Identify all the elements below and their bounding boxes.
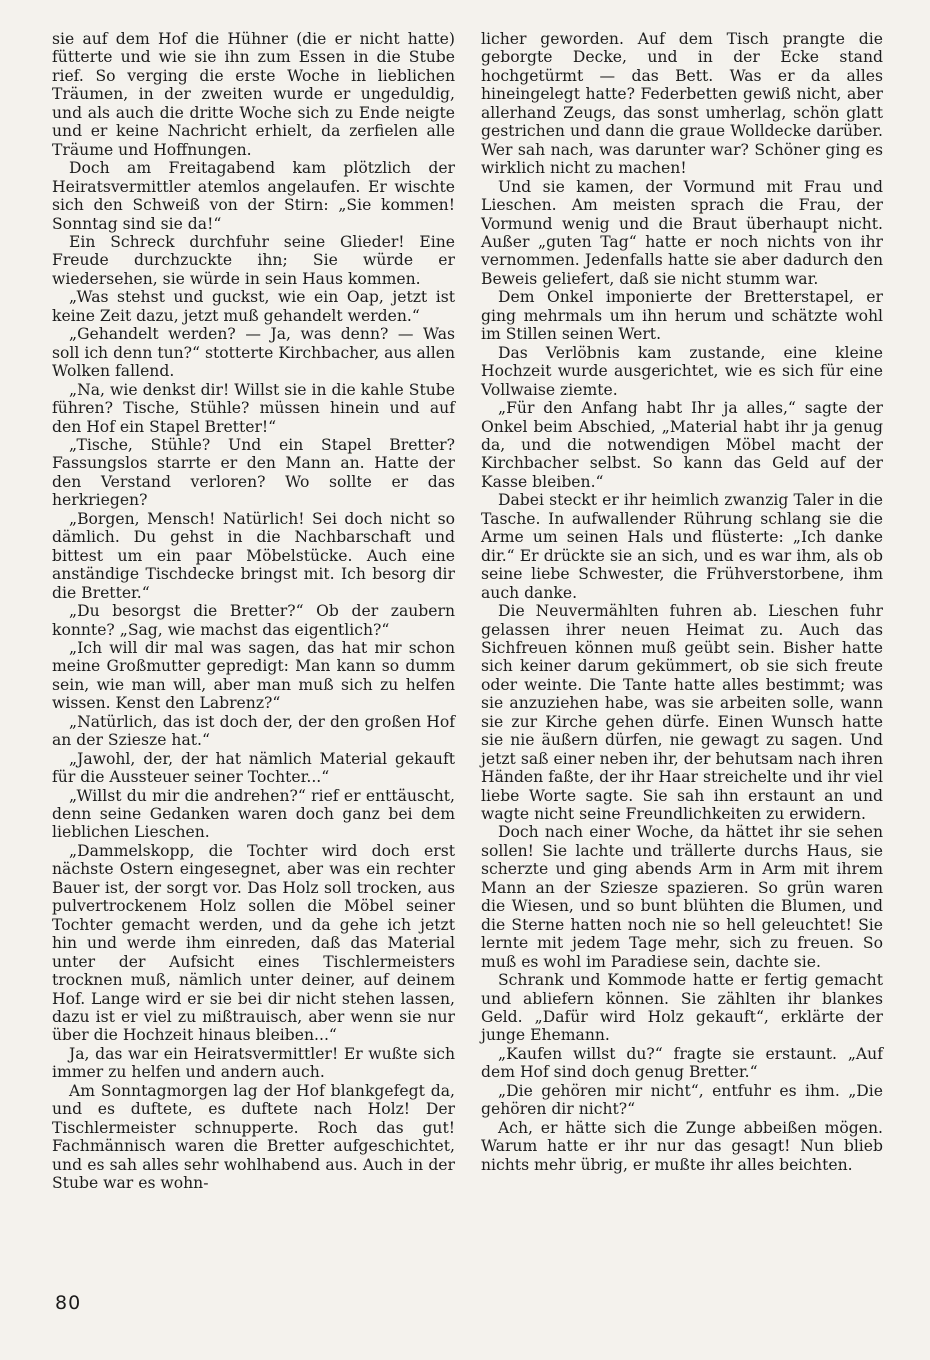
- paragraph: „Jawohl, der, der hat nämlich Material gekauft für die Aussteuer seiner Tochter...“: [52, 749, 455, 787]
- paragraph: Ja, das war ein Heiratsvermittler! Er wußte sich immer zu helfen und andern auch.: [52, 1044, 455, 1082]
- paragraph: „Für den Anfang habt Ihr ja alles,“ sagte der Onkel beim Abschied, „Material habt ihr ja genug da, und die notwendigen Möbel macht der Kirchbacher selbst. So kann das Geld auf der Kasse bleiben.“: [481, 399, 883, 491]
- paragraph: „Kaufen willst du?“ fragte sie erstaunt. „Auf dem Hof sind doch genug Bretter.“: [481, 1044, 883, 1082]
- paragraph: „Tische, Stühle? Und ein Stapel Bretter? Fassungslos starrte er den Mann an. Hatte der den Verstand verloren? Wo sollte er das herkriegen?: [52, 435, 455, 510]
- paragraph: Dabei steckt er ihr heimlich zwanzig Taler in die Tasche. In aufwallender Rührung schlang sie die Arme um seinen Hals und flüsterte: „Ich danke dir.“ Er drückte sie an sich, und es war ihm, als ob seine liebe Schwester, die Frühverstorbene, ihm auch danke.: [481, 491, 883, 602]
- paragraph: Doch nach einer Woche, da hättet ihr sie sehen sollen! Sie lachte und trällerte durchs Haus, sie scherzte und ging abends Arm in Arm mit ihrem Mann an der Sziesze spazieren. So grün waren die Wiesen, und so bunt blühten die Blumen, und die Sterne hatten noch nie so hell geleuchtet! Sie lernte mit jedem Tage mehr, sich zu freuen. So muß es wohl im Paradiese sein, dachte sie.: [481, 823, 883, 971]
- paragraph: Dem Onkel imponierte der Bretterstapel, er ging mehrmals um ihn herum und schätzte wohl im Stillen seinen Wert.: [481, 288, 883, 344]
- page-number: 80: [55, 1292, 82, 1314]
- paragraph: Am Sonntagmorgen lag der Hof blankgefegt da, und es duftete, es duftete nach Holz! Der Tischlermeister schnupperte. Roch das gut! Fachmännisch waren die Bretter aufgeschichtet, und es sah alles sehr wohlhabend aus. Auch in der Stube war es wohn-: [52, 1081, 455, 1193]
- paragraph: Schrank und Kommode hatte er fertig gemacht und abliefern können. Sie zählten ihr blankes Geld. „Dafür wird Holz gekauft“, erklärte der junge Ehemann.: [481, 971, 883, 1045]
- paragraph: „Ich will dir mal was sagen, das hat mir schon meine Großmutter gepredigt: Man kann so dumm sein, wie man will, aber man muß sich zu helfen wissen. Kenst den Labrenz?“: [52, 638, 455, 713]
- paragraph: „Natürlich, das ist doch der, der den großen Hof an der Sziesze hat.“: [52, 712, 455, 750]
- paragraph: Ach, er hätte sich die Zunge abbeißen mögen. Warum hatte er ihr nur das gesagt! Nun blieb nichts mehr übrig, er mußte ihr alles beichten.: [481, 1118, 883, 1174]
- paragraph: licher geworden. Auf dem Tisch prangte die geborgte Decke, und in der Ecke stand hochgetürmt — das Bett. Was er da alles hineingelegt hatte? Federbetten gewiß nicht, aber allerhand Zeugs, das sonst umherlag, schön glatt gestrichen und dann die graue Wolldecke darüber. Wer sah nach, was darunter war? Schöner ging es wirklich nicht zu machen!: [481, 30, 883, 178]
- paragraph: „Was stehst und guckst, wie ein Oap, jetzt ist keine Zeit dazu, jetzt muß gehandelt werden.“: [52, 288, 455, 325]
- paragraph: sie auf dem Hof die Hühner (die er nicht hatte) fütterte und wie sie ihn zum Essen in die Stube rief. So verging die erste Woche in lieblichen Träumen, in der zweiten wurde er ungeduldig, und als auch die dritte Woche sich zu Ende neigte und er keine Nachricht erhielt, da zerfielen alle Träume und Hoffnungen.: [52, 30, 455, 159]
- paragraph: „Borgen, Mensch! Natürlich! Sei doch nicht so dämlich. Du gehst in die Nachbarschaft und bittest um ein paar Möbelstücke. Auch eine anständige Tischdecke bringst mit. Ich besorg dir die Bretter.“: [52, 509, 455, 602]
- right-text-column: [481, 30, 883, 1174]
- paragraph: Ein Schreck durchfuhr seine Glieder! Eine Freude durchzuckte ihn; Sie würde er wiedersehen, sie würde in sein Haus kommen.: [52, 232, 455, 288]
- paragraph: Und sie kamen, der Vormund mit Frau und Lieschen. Am meisten sprach die Frau, der Vormund wenig und die Braut überhaupt nicht. Außer „guten Tag“ hatte er noch nichts von ihr vernommen. Jedenfalls hatte sie aber dadurch den Beweis geliefert, daß sie nicht stumm war.: [481, 177, 883, 288]
- paragraph: „Gehandelt werden? — Ja, was denn? — Was soll ich denn tun?“ stotterte Kirchbacher, aus allen Wolken fallend.: [52, 325, 455, 381]
- paragraph: „Dammelskopp, die Tochter wird doch erst nächste Ostern eingesegnet, aber was ein rechter Bauer ist, der sorgt vor. Das Holz soll trocken, aus pulvertrockenem Holz sollen die Möbel seiner Tochter gemacht werden, und da gehe ich jetzt hin und werde ihm einreden, daß das Material unter der Aufsicht eines Tischlermeisters trocknen muß, nämlich unter deiner, auf deinem Hof. Lange wird er sie bei dir nicht stehen lassen, dazu ist er viel zu mißtrauisch, aber wenn sie nur über die Hochzeit hinaus bleiben...“: [52, 841, 455, 1045]
- paragraph: „Na, wie denkst dir! Willst sie in die kahle Stube führen? Tische, Stühle? müssen hinein und auf den Hof ein Stapel Bretter!“: [52, 380, 455, 436]
- paragraph: Die Neuvermählten fuhren ab. Lieschen fuhr gelassen ihrer neuen Heimat zu. Auch das Sichfreuen können muß geübt sein. Bisher hatte sich keiner darum gekümmert, ob sie sich freute oder weinte. Die Tante hatte alles bestimmt; was sie anzuziehen habe, was sie arbeiten solle, wann sie zur Kirche gehen dürfe. Einen Wunsch hatte sie nie äußern dürfen, nie gewagt zu sagen. Und jetzt saß einer neben ihr, der behutsam nach ihren Händen faßte, der ihr Haar streichelte und ihr viel liebe Worte sagte. Sie sah ihn erstaunt an und wagte nicht seine Freundlichkeiten zu erwidern.: [481, 602, 883, 824]
- paragraph: „Willst du mir die andrehen?“ rief er enttäuscht, denn seine Gedanken waren doch ganz bei dem lieblichen Lieschen.: [52, 786, 455, 842]
- paragraph: „Du besorgst die Bretter?“ Ob der zaubern konnte? „Sag, wie machst das eigentlich?“: [52, 602, 455, 639]
- paragraph: Das Verlöbnis kam zustande, eine kleine Hochzeit wurde ausgerichtet, wie es sich für eine Vollwaise ziemte.: [481, 343, 883, 399]
- left-text-column: [52, 30, 455, 1193]
- paragraph: „Die gehören mir nicht“, entfuhr es ihm. „Die gehören dir nicht?“: [481, 1081, 883, 1119]
- paragraph: Doch am Freitagabend kam plötzlich der Heiratsvermittler atemlos angelaufen. Er wischte sich den Schweiß von der Stirn: „Sie kommen! Sonntag sind sie da!“: [52, 159, 455, 233]
